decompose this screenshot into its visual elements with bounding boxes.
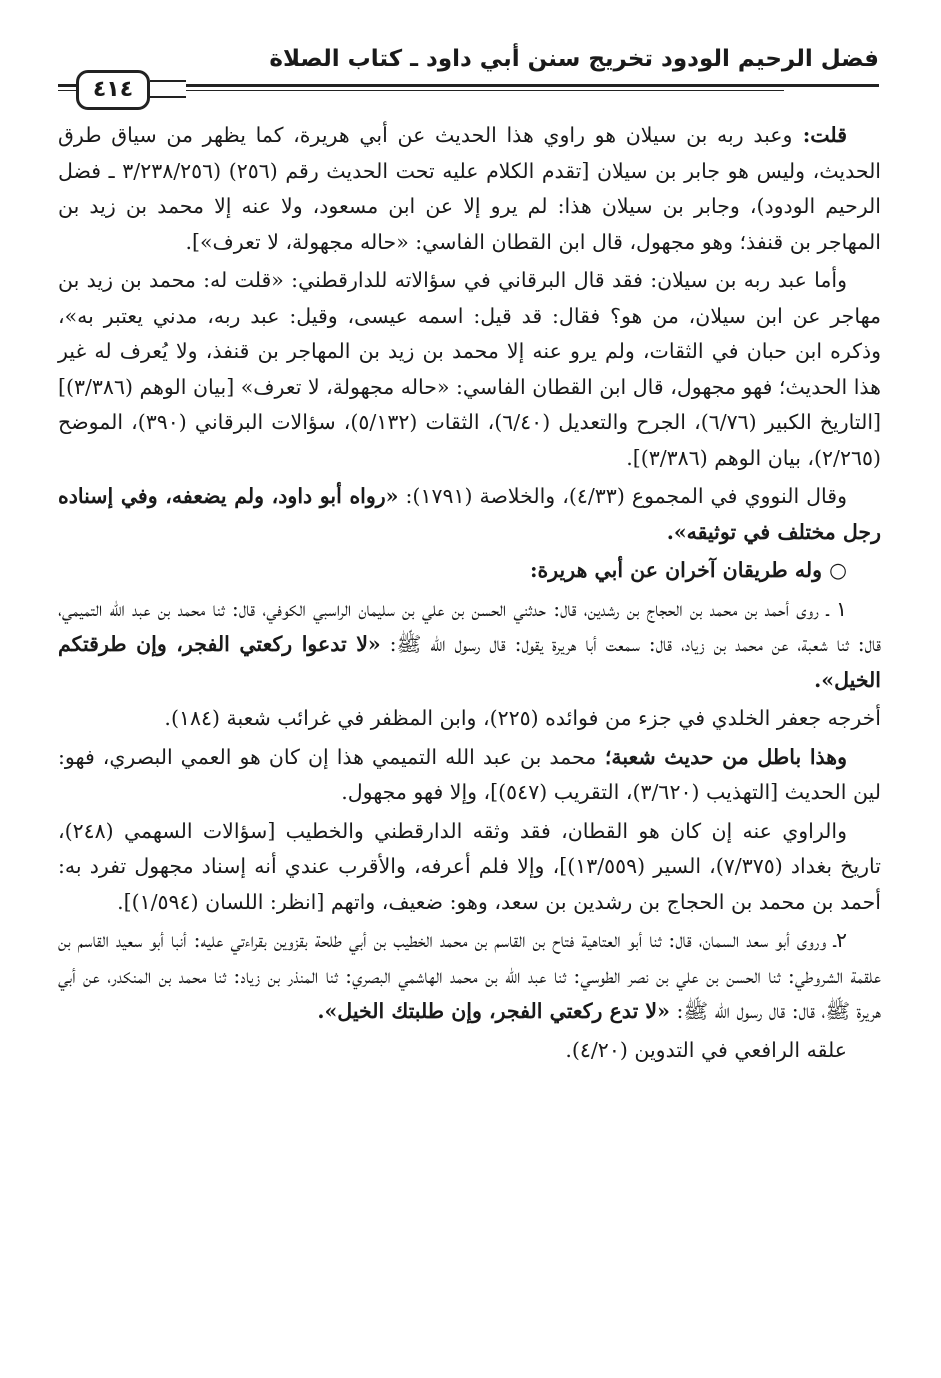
page-header bbox=[58, 46, 879, 106]
paragraph-5: أخرجه جعفر الخلدي في جزء من فوائده (٢٢٥)، وابن المظفر في غرائب شعبة (١٨٤). bbox=[164, 706, 881, 730]
running-title: فضل الرحيم الودود تخريج سنن أبي داود ـ كتاب الصلاة bbox=[269, 46, 879, 72]
paragraph-6 bbox=[58, 740, 881, 811]
quote-bold: «رواه أبو داود، ولم يضعفه، وفي إسناده رجل مختلف في توثيقه». bbox=[58, 484, 881, 544]
paragraph-7: والراوي عنه إن كان هو القطان، فقد وثقه الدارقطني والخطيب [سؤالات السهمي (٢٤٨)، تاريخ بغداد (٧/٣٧٥)، السير (١٣/٥٥٩)]، وإلا فلم أعرفه، والأقرب عندي أنه إسناد مجهول تفرد به: أحمد بن محمد بن الحجاج بن رشدين بن سعد، وهو: ضعيف، واتهم [انظر: اللسان (١/٥٩٤)]. bbox=[58, 818, 881, 914]
paragraph-1 bbox=[58, 118, 881, 260]
paragraph-9: علقه الرافعي في التدوين (٤/٢٠). bbox=[565, 1037, 847, 1062]
paragraph-text: محمد بن عبد الله التميمي هذا إن كان هو العمي البصري، فهو: لين الحديث [التهذيب (٣/٦٢٠)، التقريب (٥٤٧)]، وإلا فهو مجهول. bbox=[58, 744, 881, 804]
paragraph-text: وقال النووي في المجموع (٤/٣٣)، والخلاصة (١٧٩١): bbox=[398, 484, 848, 508]
paragraph-text: ٢ـ وروى أبو سعد السمان، قال: ثنا أبو العتاهية فتاح بن القاسم بن محمد الخطيب بن أبي طلحة بقزوين بقراءتي عليه: أنبا أبو سعيد القاسم بن علقمة الشروطي: ثنا الحسن بن علي بن نصر الطوسي: ثنا عبد الله بن محمد الهاشمي البصري: ثنا المنذر بن زياد: ثنا محمد بن المنكدر، عن أبي هريرة ﷺ، قال: قال رسول الله ﷺ: bbox=[58, 928, 881, 1023]
ornament-icon bbox=[150, 80, 186, 98]
section-heading: ○ وله طريقان آخران عن أبي هريرة: bbox=[529, 558, 847, 582]
paragraph-8 bbox=[58, 923, 881, 1030]
verdict-bold: وهذا باطل من حديث شعبة؛ bbox=[596, 744, 847, 769]
paragraph-3 bbox=[58, 479, 881, 550]
hadith-text-bold: «لا تدع ركعتي الفجر، وإن طلبتك الخيل». bbox=[317, 999, 670, 1023]
hadith-text-bold: «لا تدعوا ركعتي الفجر، وإن طرقتكم الخيل». bbox=[58, 632, 881, 692]
paragraph-lead: قلت: bbox=[792, 123, 848, 147]
page-number: ٤١٤ bbox=[76, 70, 150, 110]
paragraph-text: ١ ـ روى أحمد بن محمد بن الحجاج بن رشدين، قال: حدثني الحسن بن علي بن سليمان الراسبي الكوفي، قال: ثنا محمد بن عبد الله التميمي، قال: ثنا شعبة، عن محمد بن زياد، قال: سمعت أبا هريرة يقول: قال رسول الله ﷺ: bbox=[58, 596, 881, 656]
page-body bbox=[58, 118, 881, 1071]
paragraph-4 bbox=[58, 592, 881, 699]
paragraph-2: وأما عبد ربه بن سيلان: فقد قال البرقاني في سؤالاته للدارقطني: «قلت له: محمد بن زيد بن مهاجر عن ابن سيلان، من هو؟ فقال: قد قيل: اسمه عيسى، وقيل: عبد ربه، مدني يعتبر به»، وذكره ابن حبان في الثقات، ولم يرو عنه إلا محمد بن زيد بن المهاجر بن قنفذ، ولا يُعرف له غير هذا الحديث؛ فهو مجهول، قال ابن القطان الفاسي: «حاله مجهولة، لا تعرف» [بيان الوهم (٣/٣٨٦)] [التاريخ الكبير (٦/٧٦)، الجرح والتعديل (٦/٤٠)، الثقات (٥/١٣٢)، سؤالات البرقاني (٣٩٠)، الموضح (٢/٢٦٥)، بيان الوهم (٣/٣٨٦)]. bbox=[58, 268, 882, 470]
paragraph-text: وعبد ربه بن سيلان هو راوي هذا الحديث عن أبي هريرة، كما يظهر من سياق طرق الحديث، وليس هو جابر بن سيلان [تقدم الكلام عليه تحت الحديث رقم (٢٥٦) (٣/٢٣٨/٢٥٦ ـ فضل الرحيم الودود)، وجابر بن سيلان هذا: لم يرو إلا عن ابن مسعود، ولا عنه إلا محمد بن زيد بن المهاجر بن قنفذ؛ وهو مجهول، قال ابن القطان الفاسي: «حاله مجهولة، لا تعرف»]. bbox=[58, 123, 882, 254]
